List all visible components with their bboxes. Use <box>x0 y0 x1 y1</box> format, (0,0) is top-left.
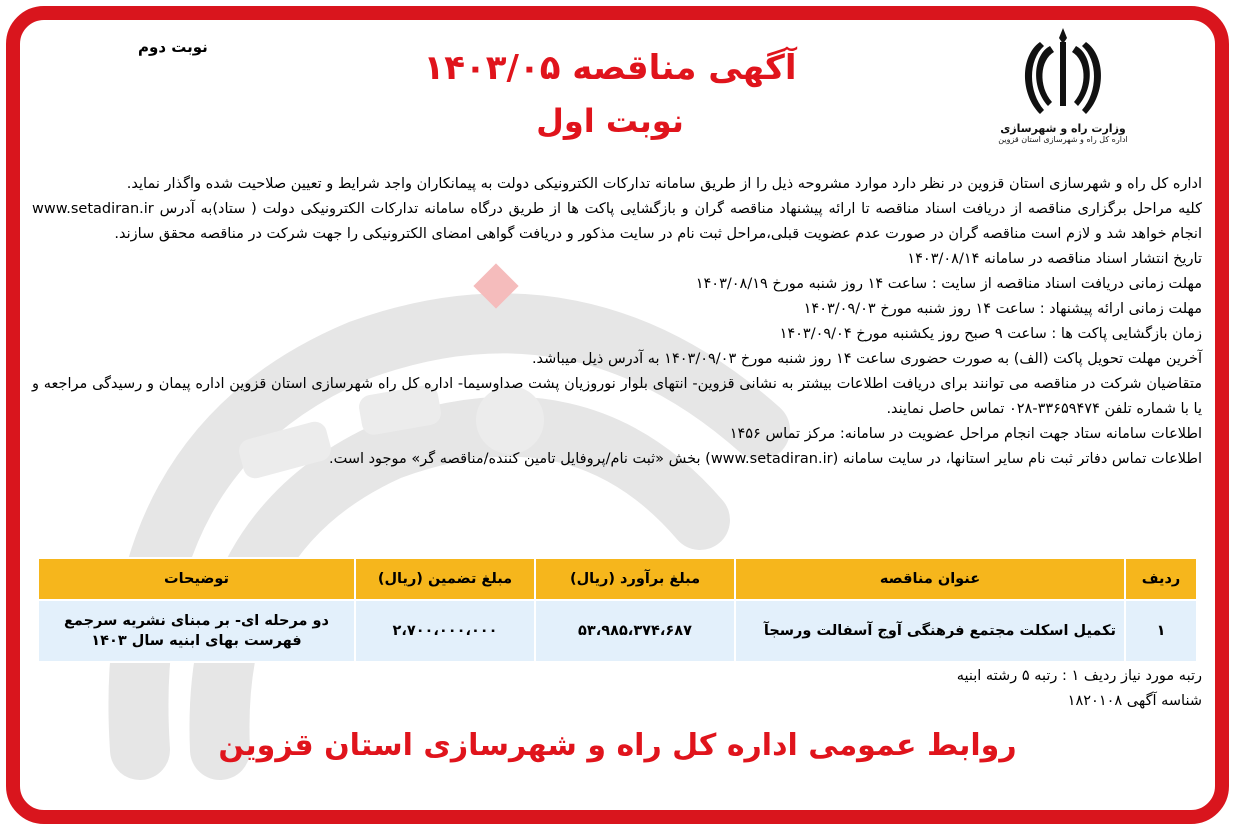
office-name: اداره کل راه و شهرسازی استان قزوین <box>998 135 1128 144</box>
announcement-body <box>32 172 1202 472</box>
header-row-number: ردیف <box>1125 558 1197 600</box>
table-row <box>38 600 1197 662</box>
page-title: آگهی مناقصه ۱۴۰۳/۰۵ <box>423 48 797 88</box>
page-subtitle: نوبت اول <box>536 102 684 140</box>
body-line: آخرین مهلت تحویل پاکت (الف) به صورت حضوری ساعت ۱۴ روز شنبه مورخ ۱۴۰۳/۰۹/۰۳ به آدرس ذیل میباشد. <box>531 351 1202 367</box>
footer-public-relations: روابط عمومی اداره کل راه و شهرسازی استان قزوین <box>218 728 1017 763</box>
header-estimate: مبلغ برآورد (ریال) <box>535 558 735 600</box>
body-line: مهلت زمانی دریافت اسناد مناقصه از سایت : ساعت ۱۴ روز شنبه مورخ ۱۴۰۳/۰۸/۱۹ <box>695 276 1202 292</box>
body-line: متقاضیان شرکت در مناقصه می توانند برای دریافت اطلاعات بیشتر به نشانی قزوین- انتهای بلوار نوروزیان پشت صداوسیما- اداره کل راه شهرسازی استان قزوین اداره پیمان و رسیدگی مراجعه و یا با شماره تلفن ۳۳۶۵۹۴۷۴-۰۲۸ تماس حاصل نمایند. <box>32 376 1202 417</box>
header-guarantee: مبلغ تضمین (ریال) <box>355 558 535 600</box>
notes <box>957 664 1202 714</box>
emblem-icon <box>1020 24 1106 120</box>
body-line: مهلت زمانی ارائه پیشنهاد : ساعت ۱۴ روز شنبه مورخ ۱۴۰۳/۰۹/۰۳ <box>803 301 1202 317</box>
body-line: اداره کل راه و شهرسازی استان قزوین در نظر دارد موارد مشروحه ذیل را از طریق سامانه تدارکات الکترونیکی دولت به پیمانکاران واجد شرایط و تعیین صلاحیت شده واگذار نماید. <box>126 176 1202 192</box>
tender-table <box>37 557 1198 663</box>
ad-id: شناسه آگهی ۱۸۲۰۱۰۸ <box>1067 693 1202 709</box>
body-line: زمان بازگشایی پاکت ها : ساعت ۹ صبح روز یکشنبه مورخ ۱۴۰۳/۰۹/۰۴ <box>779 326 1202 342</box>
cell-guarantee: ۲،۷۰۰،۰۰۰،۰۰۰ <box>355 600 535 662</box>
body-line: کلیه مراحل برگزاری مناقصه از دریافت اسناد مناقصه تا ارائه پیشنهاد مناقصه گران و بازگشایی پاکت ها از طریق درگاه سامانه تدارکات الکترونیکی دولت ( ستاد)به آدرس www.setadiran.ir انجام خواهد شد و لازم است مناقصه گران در صورت عدم عضویت قبلی،مراحل ثبت نام در سایت مذکور و دریافت گواهی امضای الکترونیکی را جهت شرکت در مناقصه محقق سازند. <box>32 201 1202 242</box>
grade-note: رتبه مورد نیاز ردیف ۱ : رتبه ۵ رشته ابنیه <box>956 668 1202 684</box>
cell-estimate: ۵۳،۹۸۵،۳۷۴،۶۸۷ <box>535 600 735 662</box>
header-tender-title: عنوان مناقصه <box>735 558 1125 600</box>
ministry-name: وزارت راه و شهرسازی <box>1000 122 1126 135</box>
cell-description: دو مرحله ای- بر مبنای نشریه سرجمع فهرست بهای ابنیه سال ۱۴۰۳ <box>38 600 355 662</box>
cell-tender-title: تکمیل اسکلت مجتمع فرهنگی آوج آسفالت ورسجآ <box>735 600 1125 662</box>
body-line: اطلاعات سامانه ستاد جهت انجام مراحل عضویت در سامانه: مرکز تماس ۱۴۵۶ <box>729 426 1202 442</box>
ministry-emblem <box>983 24 1143 174</box>
round-tag: نوبت دوم <box>138 38 208 56</box>
body-line: اطلاعات تماس دفاتر ثبت نام سایر استانها، در سایت سامانه (www.setadiran.ir) بخش «ثبت نام/پروفایل تامین کننده/مناقصه گر» موجود است. <box>328 451 1202 467</box>
header-description: توضیحات <box>38 558 355 600</box>
table-header-row <box>38 558 1197 600</box>
cell-row-number: ۱ <box>1125 600 1197 662</box>
body-line: تاریخ انتشار اسناد مناقصه در سامانه ۱۴۰۳/۰۸/۱۴ <box>907 251 1202 267</box>
